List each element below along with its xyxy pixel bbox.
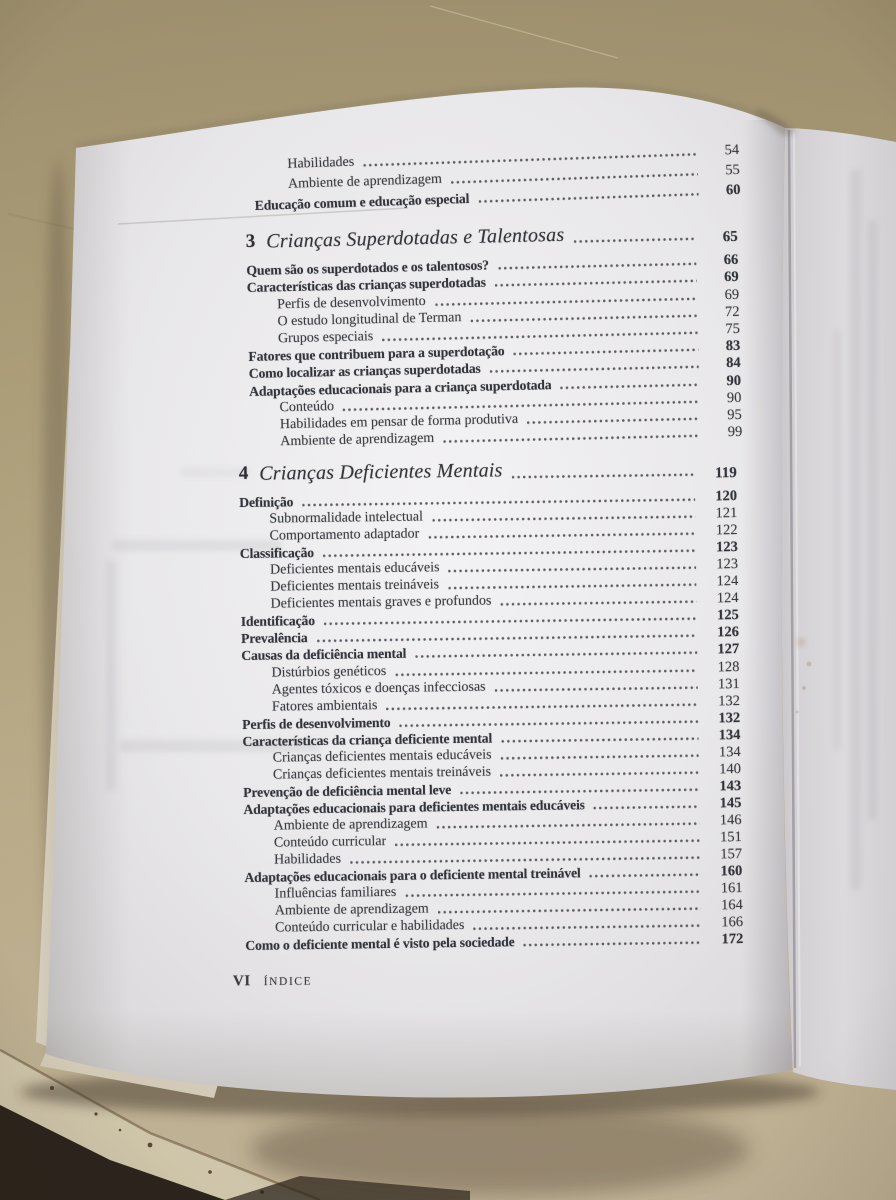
toc-entry-page: 122 (715, 522, 738, 539)
toc-entry-label: Deficientes mentais graves e profundos (270, 593, 492, 612)
toc-chapter-section (239, 453, 744, 954)
toc-entry-page: 160 (720, 863, 743, 880)
toc-entry-label: Deficientes mentais educáveis (269, 560, 440, 578)
toc-entry-label: Características das crianças superdotadas (246, 274, 486, 296)
toc-entry-label: Ambiente de aprendizagem (273, 816, 428, 834)
toc-entry-page: 157 (720, 846, 743, 863)
toc-entry-label: Prevalência (240, 630, 308, 647)
toc-entry-page: 60 (725, 181, 741, 199)
toc-entry-page: 172 (721, 931, 744, 948)
toc-entry-page: 121 (715, 505, 738, 522)
toc-entry-label: Agentes tóxicos e doenças infecciosas (271, 679, 486, 698)
toc-chapter-section (245, 217, 742, 451)
dot-leader (443, 434, 700, 444)
toc-entry-page: 90 (726, 389, 742, 406)
folio-page-number: VI (232, 973, 251, 990)
toc-entry-label: Adaptações educacionais para o deficiente mental treinável (244, 865, 581, 886)
chapter-heading (239, 453, 737, 488)
toc-entry-page: 72 (724, 303, 740, 320)
toc-entry-page: 55 (725, 161, 741, 179)
toc-entry-page: 164 (720, 897, 743, 914)
toc-entry-page: 123 (715, 539, 738, 556)
toc-entry-label: Classificação (239, 545, 315, 562)
toc-entry-label: Fatores que contribuem para a superdotação (248, 343, 505, 365)
toc-entry-label: Quem são os superdotados e os talentosos? (246, 257, 490, 279)
toc-entry-page: 120 (715, 488, 738, 505)
toc-entry-label: Como o deficiente mental é visto pela sociedade (245, 934, 515, 954)
page-footer (233, 972, 312, 991)
dot-leader (500, 770, 699, 777)
footer-section-label: ÍNDICE (263, 975, 313, 989)
dot-leader (478, 192, 698, 203)
toc-entry-label: Influências familiares (274, 885, 397, 902)
toc-entry-label: Ambiente de aprendizagem (287, 171, 443, 192)
toc-entry-label: Subnormalidade intelectual (269, 509, 424, 527)
dot-leader (500, 600, 696, 607)
toc-entry-page: 131 (717, 675, 740, 692)
toc-entry-label: Distúrbios genéticos (271, 663, 387, 681)
dot-leader (449, 566, 697, 573)
toc-entry-page: 151 (720, 829, 742, 846)
dot-leader (590, 873, 701, 879)
toc-entry-page: 83 (725, 337, 741, 355)
chapter-page-number: 119 (714, 465, 737, 482)
dot-leader (524, 941, 702, 947)
toc-entry-page: 146 (719, 812, 742, 829)
toc-entry-label: Fatores ambientais (271, 697, 378, 715)
toc-entry-label: Habilidades (287, 154, 355, 172)
toc-entry-page: 132 (718, 692, 741, 710)
toc-entry-label: O estudo longitudinal de Terman (277, 309, 462, 330)
toc-entry-label: Perfis de desenvolvimento (242, 714, 391, 732)
toc-entry-label: Adaptações educacionais para deficientes mentais educáveis (243, 797, 585, 817)
toc-entry-label: Crianças deficientes mentais educáveis (272, 747, 492, 766)
toc-entry-label: Prevenção de deficiência mental leve (243, 781, 452, 800)
toc-entry-label: Comportamento adaptador (269, 526, 420, 544)
toc-entry-page: 166 (721, 914, 744, 931)
toc-entry-page: 143 (719, 777, 742, 795)
toc-entry-label: Habilidades (274, 851, 342, 868)
toc-entry-label: Ambiente de aprendizagem (280, 430, 435, 450)
toc-entry-label: Definição (239, 494, 294, 511)
toc-entry-label: Adaptações educacionais para a criança superdotada (248, 376, 552, 399)
chapter-page-number: 65 (722, 228, 738, 246)
chapter-title: Crianças Superdotadas e Talentosas (266, 223, 565, 253)
chapter-number: 3 (245, 230, 256, 253)
toc-entry-label: Ambiente de aprendizagem (274, 901, 429, 919)
toc-entry-label: Conteúdo curricular e habilidades (274, 918, 465, 936)
toc-entry-page: 124 (716, 590, 739, 607)
toc-entry-label: Perfis de desenvolvimento (277, 293, 426, 312)
dot-leader (512, 473, 695, 480)
toc-entry-page: 134 (718, 726, 741, 744)
toc-entry-label: Identificação (240, 613, 316, 630)
toc-entry-label: Características da criança deficiente mental (242, 730, 493, 749)
dot-leader (460, 788, 699, 795)
toc-entry-page: 126 (717, 624, 740, 641)
toc-sections (238, 141, 744, 954)
toc-entry-page: 128 (717, 658, 740, 675)
chapter-number: 4 (238, 462, 249, 485)
toc-entry-label: Deficientes mentais treináveis (270, 577, 440, 595)
toc-entry-page: 134 (718, 743, 741, 761)
toc-entry-page: 75 (725, 320, 741, 338)
toc-entry-page: 127 (717, 641, 740, 658)
toc-entry-label: Conteúdo curricular (273, 834, 387, 851)
toc-entry-page: 125 (716, 607, 739, 624)
toc-entry-label: Causas da deficiência mental (241, 646, 407, 664)
dot-leader (473, 924, 701, 931)
dot-leader (594, 805, 700, 810)
toc-entry-page: 90 (726, 372, 742, 389)
dot-leader (560, 382, 699, 389)
dot-leader (448, 583, 696, 590)
table-of-contents (238, 141, 744, 954)
toc-entry-page: 66 (723, 252, 739, 269)
chapter-heading (245, 217, 738, 256)
toc-entry-label: Educação comum e educação especial (254, 190, 470, 213)
dot-leader (573, 237, 695, 244)
toc-entry-label: Como localizar as crianças superdotadas (248, 361, 481, 382)
toc-entry-page: 54 (724, 141, 740, 159)
dot-leader (495, 685, 698, 692)
toc-entry-label: Crianças deficientes mentais treináveis (272, 764, 492, 783)
toc-entry-page: 69 (724, 269, 739, 286)
toc-entry-page: 140 (719, 760, 742, 778)
toc-entry-page: 145 (719, 794, 742, 812)
toc-entry-page: 99 (727, 423, 743, 441)
toc-entry-page: 69 (724, 286, 740, 303)
dot-leader (501, 753, 699, 760)
toc-entry-label: Grupos especiais (277, 329, 374, 347)
dot-leader (501, 736, 698, 743)
toc-entry-label: Conteúdo (279, 398, 335, 415)
toc-entry-page: 123 (716, 556, 739, 573)
toc-entry-page: 95 (727, 406, 743, 424)
toc-entry-page: 161 (720, 880, 743, 897)
toc-entry-page: 84 (725, 355, 741, 372)
toc-entry-page: 132 (718, 709, 741, 727)
chapter-title: Crianças Deficientes Mentais (259, 459, 503, 485)
toc-entry-label: Habilidades em pensar de forma produtiva (279, 411, 519, 433)
toc-entry-page: 124 (716, 573, 739, 590)
